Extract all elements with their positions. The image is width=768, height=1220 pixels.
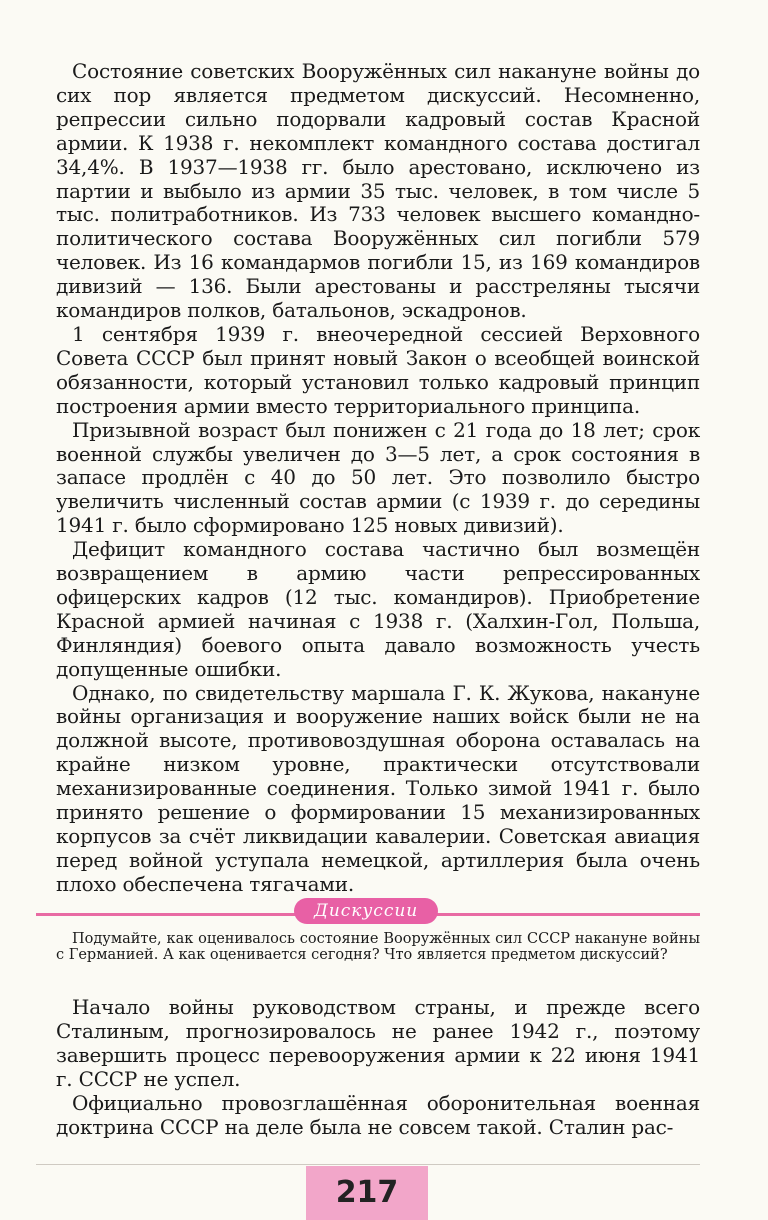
- paragraph: Призывной возраст был понижен с 21 года до 18 лет; срок военной службы увеличен до 3—5 лет, а срок состояния в запасе продлён с 40 до 50 лет. Это позволило быстро увеличить численный состав армии (с 1939 г. до середины 1941 г. было сформировано 125 новых дивизий).: [56, 417, 700, 538]
- main-text-continued: [56, 996, 700, 1139]
- discussion-badge: Дискуссии: [294, 898, 438, 924]
- paragraph: Официально провозглашённая оборонительная военная доктрина СССР на деле была не совсем такой. Сталин рас-: [56, 1090, 700, 1139]
- paragraph: Состояние советских Вооружённых сил накануне войны до сих пор является предметом дискуссий. Несомненно, репрессии сильно подорвали кадровый состав Красной армии. К 1938 г. некомплект командного состава достигал 34,4%. В 1937—1938 гг. было арестовано, исключено из партии и выбыло из армии 35 тыс. человек, в том числе 5 тыс. политработников. Из 733 человек высшего командно-политического состава Вооружённых сил погибли 579 человек. Из 16 командармов погибли 15, из 169 командиров дивизий — 136. Были арестованы и расстреляны тысячи командиров полков, батальонов, эскадронов.: [56, 59, 700, 323]
- discussion-header: [36, 892, 700, 924]
- paragraph: 1 сентября 1939 г. внеочередной сессией Верховного Совета СССР был принят новый Закон о всеобщей воинской обязанности, который установил только кадровый принцип построения армии вместо территориального принципа.: [56, 321, 700, 418]
- discussion-question: Подумайте, как оценивалось состояние Вооружённых сил СССР накануне войны с Германией. А как оценивается сегодня? Что является предметом дискуссий?: [56, 931, 700, 963]
- main-text: [56, 60, 700, 897]
- paragraph: Дефицит командного состава частично был возмещён возвращением в армию части репрессированных офицерских кадров (12 тыс. командиров). Приобретение Красной армией начиная с 1938 г. (Халхин-Гол, Польша, Финляндия) боевого опыта давало возможность учесть допущенные ошибки.: [56, 537, 700, 681]
- page-number: 217: [306, 1166, 428, 1220]
- paragraph: Однако, по свидетельству маршала Г. К. Жукова, накануне войны организация и вооружение наших войск были не на должной высоте, противовоздушная оборона оставалась на крайне низком уровне, практически отсутствовали механизированные соединения. Только зимой 1941 г. было принято решение о формировании 15 механизированных корпусов за счёт ликвидации кавалерии. Советская авиация перед войной уступала немецкой, артиллерия была очень плохо обеспечена тягачами.: [56, 680, 700, 896]
- paragraph: Начало войны руководством страны, и прежде всего Сталиным, прогнозировалось не ранее 1942 г., поэтому завершить процесс перевооружения армии к 22 июня 1941 г. СССР не успел.: [56, 995, 700, 1091]
- footer-divider: [36, 1164, 700, 1165]
